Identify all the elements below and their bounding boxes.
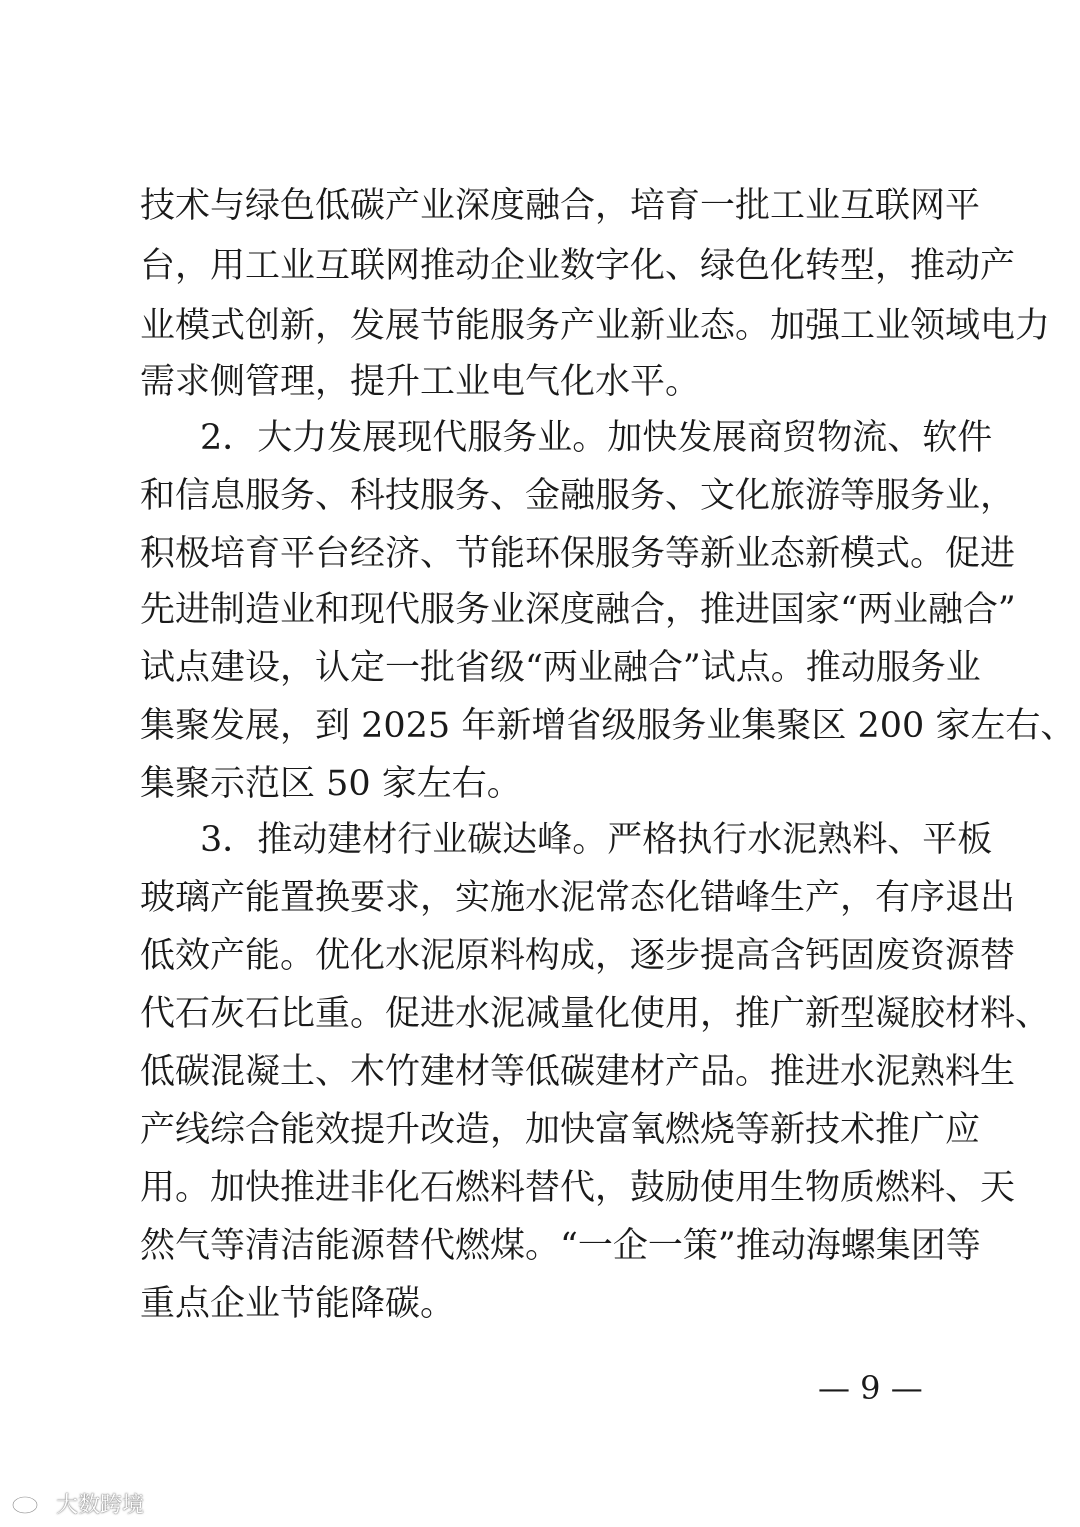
weibo-like-logo-icon: [10, 1490, 50, 1516]
text-line: 业模式创新，发展节能服务产业新业态。加强工业领域电力: [140, 306, 1051, 346]
text-line: 先进制造业和现代服务业深度融合，推进国家“两业融合”: [140, 590, 1016, 630]
text-line: 和信息服务、科技服务、金融服务、文化旅游等服务业，: [140, 476, 1016, 516]
text-line: 低碳混凝土、木竹建材等低碳建材产品。推进水泥熟料生: [140, 1052, 1016, 1092]
watermark-text: 大数跨境: [56, 1492, 145, 1518]
text-line: 需求侧管理，提升工业电气化水平。: [140, 362, 701, 402]
section-heading-line: 3．推动建材行业碳达峰。严格执行水泥熟料、平板: [200, 820, 993, 860]
watermark: [10, 1488, 144, 1518]
text-line: 玻璃产能置换要求，实施水泥常态化错峰生产，有序退出: [140, 878, 1016, 918]
text-line: 重点企业节能降碳。: [140, 1284, 456, 1324]
text-line: 集聚示范区 50 家左右。: [140, 764, 522, 804]
text-line: 集聚发展，到 2025 年新增省级服务业集聚区 200 家左右、: [140, 706, 1076, 746]
text-line: 低效产能。优化水泥原料构成，逐步提高含钙固废资源替: [140, 936, 1016, 976]
text-line: 技术与绿色低碳产业深度融合，培育一批工业互联网平: [140, 186, 981, 226]
text-line: 用。加快推进非化石燃料替代，鼓励使用生物质燃料、天: [140, 1168, 1016, 1208]
page-number: — 9 —: [818, 1369, 923, 1407]
text-line: 台，用工业互联网推动企业数字化、绿色化转型，推动产: [140, 246, 1016, 286]
text-line: 积极培育平台经济、节能环保服务等新业态新模式。促进: [140, 534, 1016, 574]
text-line: 然气等清洁能源替代燃煤。“一企一策”推动海螺集团等: [140, 1226, 981, 1266]
text-line: 试点建设，认定一批省级“两业融合”试点。推动服务业: [140, 648, 981, 688]
section-heading-line: 2．大力发展现代服务业。加快发展商贸物流、软件: [200, 418, 993, 458]
text-line: 代石灰石比重。促进水泥减量化使用，推广新型凝胶材料、: [140, 994, 1051, 1034]
text-line: 产线综合能效提升改造，加快富氧燃烧等新技术推广应: [140, 1110, 981, 1150]
